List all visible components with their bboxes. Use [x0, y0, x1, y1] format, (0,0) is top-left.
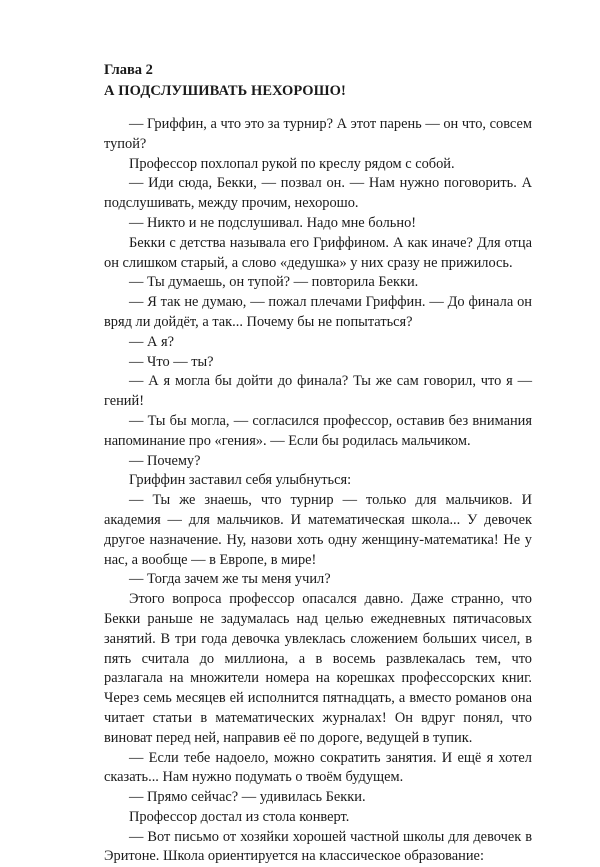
paragraph: — Если тебе надоело, можно сократить занятия. И ещё я хотел сказать... Нам нужно подумать о твоём будущем.	[104, 749, 532, 786]
paragraph: — Ты же знаешь, что турнир — только для мальчиков. И академия — для мальчиков. И математическая школа... У девочек другое назначение. Ну, назови хоть одну женщину-математика! Не у нас, а вообще — в Европе, в мире!	[104, 492, 532, 568]
book-page	[104, 60, 532, 867]
paragraph: — Почему?	[129, 452, 201, 469]
chapter-body	[104, 115, 532, 867]
paragraph: — Я так не думаю, — пожал плечами Гриффин. — До финала он вряд ли дойдёт, а так... Почему бы не попытаться?	[104, 294, 532, 330]
paragraph: — Прямо сейчас? — удивилась Бекки.	[129, 789, 366, 806]
paragraph: Профессор достал из стола конверт.	[129, 808, 350, 825]
paragraph: — Ты думаешь, он тупой? — повторила Бекки.	[129, 274, 419, 291]
paragraph: — Вот письмо от хозяйки хорошей частной школы для девочек в Эритоне. Школа ориентируется на классическое образование:	[104, 828, 532, 865]
paragraph: — Что — ты?	[129, 353, 214, 370]
chapter-title: А ПОДСЛУШИВАТЬ НЕХОРОШО!	[104, 83, 346, 99]
paragraph: Профессор похлопал рукой по креслу рядом с собой.	[129, 155, 455, 172]
paragraph: Этого вопроса профессор опасался давно. Даже странно, что Бекки раньше не задумалась над целью ежедневных пятичасовых занятий. В три года девочка увлеклась сложением больших чисел, в пять считала до миллиона, а в восемь развлекалась тем, что разлагала на множители номера на корешках профессорских книг. Через семь месяцев ей исполнится пятнадцать, а вместо романов она читает статьи в математических журналах! Он вдруг понял, что виноват перед ней, направив её по дороге, ведущей в тупик.	[104, 591, 532, 746]
paragraph: — Ты бы могла, — согласился профессор, оставив без внимания напоминание про «гения». — Если бы родилась мальчиком.	[104, 412, 532, 449]
paragraph: Бекки с детства называла его Гриффином. А как иначе? Для отца он слишком старый, а слово «дедушка» у них сразу не прижилось.	[104, 234, 532, 271]
paragraph: — А я?	[129, 333, 174, 350]
paragraph: — Иди сюда, Бекки, — позвал он. — Нам нужно поговорить. А подслушивать, между прочим, нехорошо.	[104, 175, 532, 212]
paragraph: — Никто и не подслушивал. Надо мне больно!	[129, 214, 417, 231]
paragraph: — Гриффин, а что это за турнир? А этот парень — он что, совсем тупой?	[104, 116, 532, 152]
chapter-label: Глава 2	[104, 62, 153, 78]
paragraph: Гриффин заставил себя улыбнуться:	[129, 472, 352, 489]
paragraph: — Тогда зачем же ты меня учил?	[129, 571, 331, 588]
paragraph: — А я могла бы дойти до финала? Ты же сам говорил, что я — гений!	[104, 373, 532, 410]
